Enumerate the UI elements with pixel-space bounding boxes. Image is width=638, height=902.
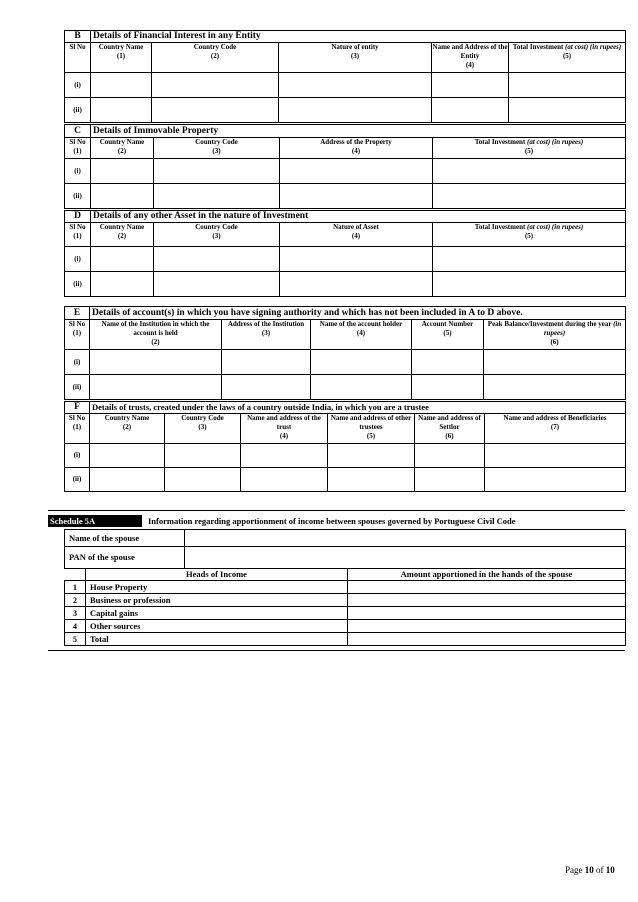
input-cell[interactable]	[241, 468, 328, 492]
col-name: Sl No	[68, 320, 86, 328]
header-cell	[509, 43, 626, 73]
table-row	[65, 159, 626, 184]
schedule-5a-header	[48, 515, 625, 527]
input-cell[interactable]	[280, 184, 433, 209]
col-num: (4)	[351, 147, 361, 155]
input-cell[interactable]	[484, 375, 626, 400]
col-num: (5)	[562, 52, 572, 60]
col-num: (6)	[550, 338, 559, 346]
col-num: (5)	[366, 432, 376, 440]
input-cell[interactable]	[412, 375, 484, 400]
input-cell[interactable]	[90, 468, 165, 492]
amount-field[interactable]	[348, 620, 626, 633]
header-cell	[484, 320, 626, 350]
col-num: (1)	[72, 423, 82, 431]
col-name: Country Code	[193, 43, 237, 51]
table-row	[65, 73, 626, 98]
input-cell[interactable]	[241, 444, 328, 468]
col-num: (1)	[116, 52, 126, 60]
header-cell	[90, 414, 165, 444]
col-num: (4)	[351, 232, 361, 240]
income-head-label: Capital gains	[86, 607, 348, 620]
section-letter: B	[65, 31, 91, 43]
section-title: Details of account(s) in which you have signing authority and which has not been included in A to D above.	[90, 307, 626, 320]
row-number: 4	[65, 620, 86, 633]
input-cell[interactable]	[311, 375, 412, 400]
row-label: (i)	[65, 247, 91, 272]
header-cell	[91, 138, 154, 159]
input-cell[interactable]	[279, 98, 432, 123]
header-cell	[65, 223, 91, 247]
schedule-title: Information regarding apportionment of income between spouses governed by Portuguese Civil Code	[148, 516, 516, 526]
table-row	[65, 581, 626, 594]
input-cell[interactable]	[433, 247, 626, 272]
input-cell[interactable]	[485, 444, 626, 468]
spouse-name-label: Name of the spouse	[65, 530, 185, 547]
col-num: (2)	[210, 52, 220, 60]
col-num: (3)	[212, 232, 221, 240]
input-cell[interactable]	[280, 272, 433, 297]
col-name: Sl No	[68, 414, 86, 422]
table-row	[65, 184, 626, 209]
income-head-label: Other sources	[86, 620, 348, 633]
col-num: (2)	[151, 338, 160, 346]
table-row	[65, 620, 626, 633]
col-num: (4)	[279, 432, 289, 440]
input-cell[interactable]	[415, 468, 485, 492]
col-num: (1)	[73, 232, 82, 240]
row-number: 2	[65, 594, 86, 607]
table-row	[65, 272, 626, 297]
section-f-table	[64, 401, 626, 492]
col-name: Total Investment	[512, 43, 566, 51]
input-cell[interactable]	[222, 375, 311, 400]
input-cell[interactable]	[90, 350, 222, 375]
divider	[48, 510, 625, 511]
col-name: Sl No	[69, 43, 86, 51]
section-title: Details of Financial Interest in any Entity	[91, 31, 626, 43]
col-name: Peak Balance/Investment during the year	[487, 320, 614, 328]
col-name: Country Name	[99, 138, 145, 146]
input-cell[interactable]	[91, 247, 154, 272]
input-cell[interactable]	[152, 98, 279, 123]
table-row	[65, 350, 626, 375]
row-number: 3	[65, 607, 86, 620]
header-cell	[65, 414, 90, 444]
col-num: (2)	[117, 232, 127, 240]
col-num: (2)	[117, 147, 127, 155]
col-name: Country Name	[98, 43, 144, 51]
col-name: Address of the Property	[320, 138, 392, 146]
header-cell	[91, 223, 154, 247]
col-name: Total Investment	[474, 223, 528, 231]
section-title: Details of Immovable Property	[91, 125, 626, 138]
header-cell	[433, 223, 626, 247]
input-cell[interactable]	[165, 444, 241, 468]
col-name: Name and address of Beneficiaries	[503, 414, 607, 422]
input-cell[interactable]	[280, 159, 433, 184]
section-title: Details of trusts, created under the laws of a country outside India, in which you are a trustee	[90, 402, 626, 414]
table-row	[65, 607, 626, 620]
col-unit: (at cost) (in rupees)	[527, 223, 584, 231]
section-d-table	[64, 210, 626, 297]
table-row	[65, 98, 626, 123]
row-label: (ii)	[65, 184, 91, 209]
page-of: of	[593, 865, 606, 875]
table-row	[65, 633, 626, 646]
col-name: Country Name	[104, 414, 150, 422]
header-cell	[65, 138, 91, 159]
row-label: (ii)	[65, 272, 91, 297]
input-cell[interactable]	[280, 247, 433, 272]
col-unit: (in rupees)	[543, 320, 622, 337]
header-cell	[432, 43, 509, 73]
input-cell[interactable]	[311, 350, 412, 375]
header-cell	[311, 320, 412, 350]
schedule-5a-table	[64, 529, 626, 646]
section-c-table	[64, 124, 626, 209]
col-num: (3)	[261, 329, 271, 337]
header-cell	[165, 414, 241, 444]
input-cell[interactable]	[433, 184, 626, 209]
row-number: 5	[65, 633, 86, 646]
col-name: Name and address of the trust	[247, 414, 321, 431]
input-cell[interactable]	[432, 73, 509, 98]
input-cell[interactable]	[279, 73, 432, 98]
input-cell[interactable]	[91, 73, 152, 98]
header-cell	[152, 43, 279, 73]
col-unit: (at cost) (in rupees)	[565, 43, 622, 51]
income-head-label: House Property	[86, 581, 348, 594]
col-name: Account Number	[421, 320, 474, 328]
col-num: (4)	[356, 329, 366, 337]
row-label: (i)	[65, 73, 91, 98]
amount-field[interactable]	[348, 594, 626, 607]
table-row	[65, 247, 626, 272]
header-cell	[433, 138, 626, 159]
col-name: Sl No	[69, 138, 86, 146]
col-num: (7)	[550, 423, 560, 431]
header-cell	[154, 223, 280, 247]
header-cell	[279, 43, 432, 73]
header-cell	[91, 43, 152, 73]
input-cell[interactable]	[154, 272, 280, 297]
input-cell[interactable]	[90, 444, 165, 468]
input-cell[interactable]	[154, 247, 280, 272]
col-name: Country Name	[99, 223, 145, 231]
input-cell[interactable]	[91, 184, 154, 209]
input-cell[interactable]	[328, 444, 415, 468]
input-cell[interactable]	[165, 468, 241, 492]
col-name: Country Code	[181, 414, 224, 422]
input-cell[interactable]	[154, 184, 280, 209]
input-cell[interactable]	[90, 375, 222, 400]
input-cell[interactable]	[485, 468, 626, 492]
header-cell	[328, 414, 415, 444]
spouse-name-field[interactable]	[185, 530, 626, 547]
col-num: (5)	[443, 329, 452, 337]
input-cell[interactable]	[415, 444, 485, 468]
header-cell	[280, 223, 433, 247]
row-label: (ii)	[65, 375, 90, 400]
col-num: (3)	[212, 147, 221, 155]
spouse-pan-field[interactable]	[185, 547, 626, 569]
header-cell	[154, 138, 280, 159]
input-cell[interactable]	[91, 98, 152, 123]
col-name: Country Code	[195, 138, 238, 146]
col-num: (1)	[72, 329, 82, 337]
row-label: (ii)	[65, 98, 91, 123]
input-cell[interactable]	[509, 73, 626, 98]
row-label: (ii)	[65, 468, 90, 492]
table-row	[65, 594, 626, 607]
header-cell	[485, 414, 626, 444]
input-cell[interactable]	[412, 350, 484, 375]
input-cell[interactable]	[154, 159, 280, 184]
input-cell[interactable]	[91, 272, 154, 297]
table-row	[65, 468, 626, 492]
col-num: (2)	[122, 423, 132, 431]
section-letter: F	[65, 402, 90, 414]
col-unit: (at cost) (in rupees)	[527, 138, 584, 146]
heads-of-income-header: Heads of Income	[86, 569, 348, 581]
page-prefix: Page	[565, 865, 585, 875]
input-cell[interactable]	[328, 468, 415, 492]
col-name: Address of the Institution	[227, 320, 305, 328]
col-num: (5)	[524, 232, 534, 240]
col-name: Total Investment	[474, 138, 528, 146]
section-b-table	[64, 30, 626, 123]
row-label: (i)	[65, 444, 90, 468]
row-number: 1	[65, 581, 86, 594]
col-name: Nature of Asset	[333, 223, 379, 231]
input-cell[interactable]	[91, 159, 154, 184]
input-cell[interactable]	[433, 159, 626, 184]
spouse-pan-label: PAN of the spouse	[65, 547, 185, 569]
col-name: Country Code	[195, 223, 238, 231]
input-cell[interactable]	[432, 98, 509, 123]
amount-field[interactable]	[348, 607, 626, 620]
col-name: Name of the Institution in which the account is held	[101, 320, 210, 337]
page-total: 10	[605, 865, 615, 875]
row-label: (i)	[65, 159, 91, 184]
input-cell[interactable]	[484, 350, 626, 375]
col-num: (5)	[524, 147, 534, 155]
header-cell	[412, 320, 484, 350]
table-row	[65, 375, 626, 400]
amount-field[interactable]	[348, 633, 626, 646]
divider	[48, 650, 625, 651]
schedule-tag: Schedule 5A	[48, 515, 142, 527]
page-number	[565, 865, 615, 875]
col-name: Name and Address of the Entity	[432, 43, 508, 60]
col-num: (4)	[465, 61, 475, 69]
income-head-label: Business or profession	[86, 594, 348, 607]
col-num: (3)	[198, 423, 207, 431]
header-cell	[415, 414, 485, 444]
header-cell	[241, 414, 328, 444]
col-num: (3)	[350, 52, 360, 60]
col-num: (6)	[445, 432, 454, 440]
col-num: (1)	[73, 147, 82, 155]
col-name: Nature of entity	[331, 43, 379, 51]
section-letter: C	[65, 125, 91, 138]
blank-cell	[65, 569, 86, 581]
amount-header: Amount apportioned in the hands of the spouse	[348, 569, 626, 581]
section-letter: E	[65, 307, 90, 320]
income-head-label: Total	[86, 633, 348, 646]
table-row	[65, 444, 626, 468]
header-cell	[222, 320, 311, 350]
section-letter: D	[65, 211, 91, 223]
amount-field[interactable]	[348, 581, 626, 594]
row-label: (i)	[65, 350, 90, 375]
input-cell[interactable]	[509, 98, 626, 123]
header-cell	[65, 43, 91, 73]
section-title: Details of any other Asset in the nature of Investment	[91, 211, 626, 223]
input-cell[interactable]	[152, 73, 279, 98]
col-name: Name and address of Settlor	[418, 414, 481, 431]
header-cell	[90, 320, 222, 350]
col-name: Sl No	[69, 223, 86, 231]
header-cell	[65, 320, 90, 350]
header-cell	[280, 138, 433, 159]
col-name: Name and address of other trustees	[330, 414, 412, 431]
section-e-table	[64, 306, 626, 400]
input-cell[interactable]	[433, 272, 626, 297]
col-name: Name of the account holder	[319, 320, 403, 328]
page-current: 10	[584, 865, 594, 875]
input-cell[interactable]	[222, 350, 311, 375]
